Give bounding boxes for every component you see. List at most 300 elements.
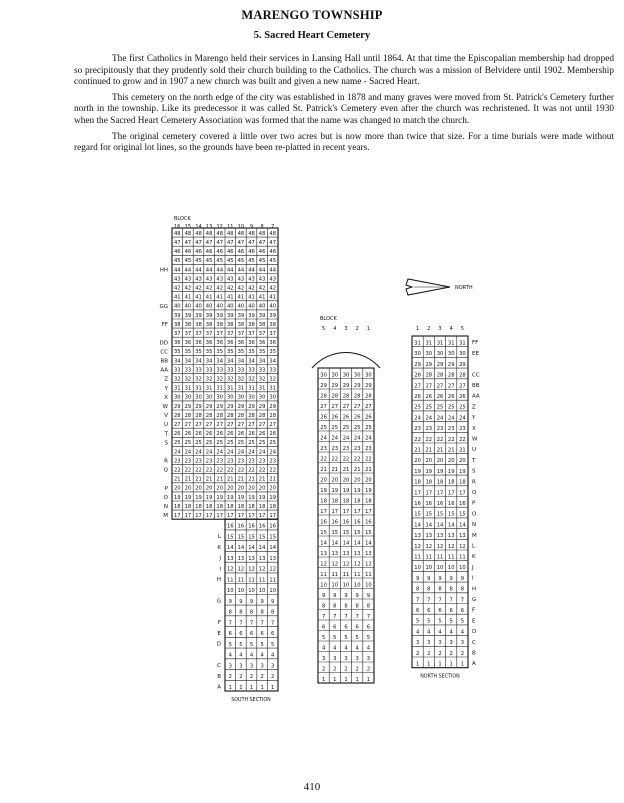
west-block-lot-number: 23 (258, 458, 266, 465)
west-block-lot-number: 38 (248, 321, 255, 328)
middle-block-lot-number: 27 (365, 403, 372, 410)
right-block-lot-number: 26 (459, 394, 466, 400)
west-block-lot-number: 17 (205, 513, 213, 519)
west-block-lot-number: 36 (258, 340, 266, 347)
middle-block-lot-number: 29 (331, 382, 339, 389)
right-block-lot-number: 13 (436, 533, 444, 540)
west-lower-block-lot-number: 1 (249, 684, 254, 691)
west-block-lot-number: 46 (205, 249, 213, 256)
row-letter: O (163, 495, 168, 501)
west-block-lot-number: 38 (205, 321, 213, 328)
right-block-lot-number: 7 (449, 597, 453, 604)
right-block-lot-number: 29 (425, 361, 433, 368)
right-block-lot-number: 9 (449, 575, 453, 582)
west-block-lot-number: 24 (205, 449, 213, 456)
right-block-lot-number: 29 (436, 361, 444, 368)
right-block-lot-number: 1 (438, 661, 442, 668)
west-lower-block-lot-number: 7 (271, 620, 275, 627)
west-block-lot-number: 20 (184, 485, 192, 492)
west-block-lot-number: 36 (216, 340, 224, 347)
west-lower-block-lot-number: 13 (226, 555, 234, 562)
right-block-lot-number: 12 (447, 543, 455, 550)
west-block-lot-number: 34 (195, 358, 202, 365)
row-letter: Q (472, 490, 477, 496)
west-block-lot-number: 41 (173, 294, 181, 301)
body-text (74, 54, 614, 159)
west-lower-block-lot-number: 2 (239, 674, 243, 681)
right-block-lot-number: 29 (414, 361, 421, 368)
west-lower-block-lot-number: 6 (271, 631, 275, 638)
row-letter: U (163, 422, 168, 429)
row-letter: I (219, 566, 221, 573)
west-block-lot-number: 38 (258, 321, 266, 328)
west-block-lot-number: 32 (173, 376, 181, 383)
west-block-lot-number: 46 (269, 249, 277, 256)
right-block-lot-number: 8 (427, 586, 431, 593)
west-block-lot-number: 47 (195, 240, 202, 246)
west-block-lot-number: 20 (226, 485, 234, 492)
west-block-lot-number: 46 (248, 249, 255, 256)
right-block-lot-number: 18 (447, 479, 455, 486)
west-block-lot-number: 28 (184, 412, 192, 419)
west-lower-block-lot-number: 11 (226, 577, 234, 584)
west-block-lot-number: 47 (216, 240, 224, 246)
west-block-lot-number: 48 (248, 230, 255, 237)
middle-block-lot-number: 20 (331, 477, 339, 484)
right-block-lot-number: 20 (447, 458, 455, 465)
middle-header-number: 5 (322, 326, 326, 332)
west-block-lot-number: 37 (216, 331, 224, 337)
west-block-lot-number: 34 (226, 358, 234, 365)
west-block-lot-number: 36 (184, 340, 192, 347)
right-block-lot-number: 28 (414, 372, 421, 379)
middle-block-lot-number: 8 (366, 603, 371, 610)
paragraph-1: The first Catholics in Marengo held their services in Lansing Hall until 1864. At that time the Episcopalian membership had dropped so precipitously that they prudently sold their church building to the Catholics. The church was a mission of Belvidere until 1902. Membership continued to grow and in 1907 a new church was built and given a new name - Sacred Heart. (74, 54, 614, 88)
west-lower-block-lot-number: 16 (269, 523, 277, 530)
west-block-lot-number: 48 (216, 230, 224, 237)
west-lower-block-lot-number: 8 (271, 609, 275, 616)
paragraph-2: This cemetery on the north edge of the city was established in 1878 and many graves were moved from St. Patrick's Cemetery further north in the township. Like its predecessor it was called St. Patrick's Cemetery even after the church was rechristened. It was not until 1930 when the Sacred Heart Cemetery Association was formed that the name was changed to match the church. (74, 92, 614, 126)
middle-block-lot-number: 16 (331, 519, 339, 526)
west-block-lot-number: 34 (269, 358, 277, 365)
middle-block-lot-number: 9 (333, 592, 337, 599)
west-block-lot-number: 21 (258, 476, 266, 483)
right-block-lot-number: 16 (425, 501, 433, 507)
west-block-lot-number: 22 (173, 467, 181, 474)
middle-block-lot-number: 10 (331, 582, 339, 589)
middle-block-lot-number: 4 (333, 645, 337, 652)
west-lower-block-lot-number: 6 (260, 631, 264, 638)
west-block-lot-number: 30 (258, 394, 266, 401)
west-block-lot-number: 43 (184, 276, 192, 283)
middle-block-lot-number: 17 (342, 508, 350, 515)
middle-block-lot-number: 5 (355, 634, 359, 641)
west-block-lot-number: 35 (173, 349, 181, 356)
row-letter: DD (159, 340, 168, 347)
middle-block-lot-number: 25 (342, 424, 350, 431)
west-block-lot-number: 42 (195, 285, 202, 292)
west-block-lot-number: 21 (184, 476, 192, 483)
west-block-lot-number: 18 (184, 503, 192, 510)
west-block-lot-number: 48 (205, 230, 213, 237)
west-block-lot-number: 25 (248, 440, 255, 447)
right-block-lot-number: 15 (414, 511, 421, 518)
west-block-lot-number: 32 (184, 376, 192, 383)
west-block-lot-number: 45 (205, 258, 213, 265)
right-block-lot-number: 17 (414, 490, 421, 497)
west-lower-block-lot-number: 1 (239, 684, 243, 691)
west-block-lot-number: 23 (173, 458, 181, 465)
middle-block-lot-number: 14 (342, 540, 350, 547)
west-lower-block-lot-number: 7 (228, 620, 232, 627)
west-lower-block-lot-number: 10 (226, 588, 234, 595)
west-block-lot-number: 23 (216, 458, 224, 465)
right-block-lot-number: 31 (425, 340, 433, 347)
west-block-lot-number: 37 (205, 331, 213, 337)
west-block-lot-number: 28 (269, 412, 277, 419)
west-block-lot-number: 27 (216, 422, 224, 428)
west-block-lot-number: 35 (216, 349, 224, 356)
row-letter: B (472, 650, 476, 657)
west-block-lot-number: 31 (258, 385, 266, 392)
west-block-lot-number: 45 (258, 258, 266, 265)
right-block-lot-number: 10 (459, 565, 466, 572)
right-block-lot-number: 25 (459, 404, 466, 411)
west-block-lot-number: 47 (226, 240, 234, 246)
middle-block-lot-number: 10 (342, 582, 350, 589)
block-header-number: 12 (216, 224, 223, 230)
right-block-lot-number: 22 (436, 436, 444, 443)
west-block-lot-number: 41 (237, 294, 245, 301)
west-block-lot-number: 17 (173, 513, 181, 519)
right-block-lot-number: 5 (427, 618, 431, 625)
west-block-lot-number: 41 (258, 294, 266, 301)
row-letter: M (163, 513, 168, 520)
west-block-lot-number: 27 (184, 422, 192, 428)
west-block-lot-number: 31 (173, 385, 181, 392)
right-block-lot-number: 5 (460, 618, 465, 625)
west-block-lot-number: 35 (237, 349, 245, 356)
west-lower-block-lot-number: 10 (269, 588, 277, 595)
west-block-lot-number: 20 (248, 485, 255, 492)
west-lower-block-lot-number: 4 (249, 652, 254, 659)
row-letter: BB (160, 358, 168, 365)
middle-block-lot-number: 29 (365, 382, 372, 389)
west-block-lot-number: 42 (205, 285, 213, 292)
west-lower-block-lot-number: 5 (228, 641, 232, 648)
west-lower-block-lot-number: 3 (260, 663, 264, 670)
west-block-lot-number: 23 (226, 458, 234, 465)
west-block-lot-number: 42 (184, 285, 192, 292)
right-block-lot-number: 1 (449, 661, 453, 668)
row-letter: M (472, 532, 477, 539)
middle-block-lot-number: 13 (365, 550, 372, 557)
west-block-lot-number: 26 (237, 431, 245, 438)
west-block-lot-number: 20 (216, 485, 224, 492)
west-lower-block-lot-number: 14 (226, 545, 234, 552)
west-block-lot-number: 31 (216, 385, 224, 392)
west-block-lot-number: 32 (205, 376, 213, 383)
west-block-lot-number: 33 (173, 367, 181, 374)
right-block-lot-number: 5 (438, 618, 442, 625)
row-letter: B (217, 673, 221, 680)
right-block-lot-number: 20 (459, 458, 466, 465)
west-block-lot-number: 23 (184, 458, 192, 465)
west-block-lot-number: 37 (184, 331, 192, 337)
right-block-lot-number: 6 (460, 608, 465, 614)
middle-block-lot-number: 21 (342, 466, 350, 473)
west-block-lot-number: 47 (269, 240, 277, 246)
middle-block-lot-number: 18 (320, 498, 327, 505)
west-block-lot-number: 32 (258, 376, 266, 383)
west-lower-block-lot-number: 7 (239, 620, 243, 627)
middle-block-lot-number: 24 (365, 435, 372, 442)
right-block-lot-number: 10 (414, 565, 421, 572)
west-block-lot-number: 35 (269, 349, 277, 356)
west-block-lot-number: 47 (205, 240, 213, 246)
middle-block-lot-number: 1 (355, 676, 359, 683)
row-letter: K (217, 544, 221, 551)
west-block-lot-number: 27 (258, 422, 266, 428)
west-block-lot-number: 22 (258, 467, 266, 474)
west-lower-block-lot-number: 2 (249, 674, 254, 681)
right-block-lot-number: 25 (447, 404, 455, 411)
right-block-lot-number: 17 (459, 490, 466, 497)
west-block-lot-number: 40 (237, 303, 245, 310)
west-block-lot-number: 27 (269, 422, 277, 428)
west-block-lot-number: 28 (258, 412, 266, 419)
west-block-lot-number: 35 (184, 349, 192, 356)
west-block-lot-number: 42 (173, 285, 181, 292)
row-letter: O (472, 511, 477, 518)
block-header-number: 13 (205, 224, 213, 230)
middle-block-lot-number: 20 (365, 477, 372, 484)
west-block-lot-number: 39 (184, 312, 192, 319)
west-block-lot-number: 44 (195, 267, 202, 274)
west-block-lot-number: 18 (195, 503, 202, 510)
right-block-lot-number: 16 (447, 501, 455, 507)
right-block-lot-number: 12 (414, 543, 421, 550)
middle-block-lot-number: 22 (331, 456, 339, 463)
west-block-lot-number: 47 (184, 240, 192, 246)
paragraph-3: The original cemetery covered a little over two acres but is now more than twice that size. For a time burials were made without regard for original lot lines, so the grounds have been re-platted in recent years. (74, 131, 614, 154)
middle-block-lot-number: 25 (331, 424, 339, 431)
middle-block-lot-number: 6 (321, 624, 326, 631)
middle-block-lot-number: 10 (353, 582, 361, 589)
right-block-lot-number: 24 (414, 415, 421, 422)
right-block-lot-number: 19 (414, 468, 421, 475)
right-block-lot-number: 30 (459, 351, 466, 358)
right-block-lot-number: 3 (460, 640, 465, 647)
middle-block-lot-number: 17 (331, 508, 339, 515)
middle-block-lot-number: 16 (365, 519, 372, 526)
middle-block-lot-number: 20 (342, 477, 350, 484)
right-block-lot-number: 6 (427, 608, 431, 614)
right-block-lot-number: 19 (459, 468, 466, 475)
west-block-lot-number: 30 (184, 394, 192, 401)
row-letter: FF (472, 340, 479, 347)
middle-block-lot-number: 2 (355, 666, 359, 673)
right-block-lot-number: 21 (459, 447, 466, 454)
west-block-lot-number: 19 (248, 494, 255, 501)
west-lower-block-lot-number: 3 (228, 663, 232, 670)
right-block-lot-number: 3 (438, 640, 442, 647)
west-block-lot-number: 18 (226, 503, 234, 510)
west-lower-block-lot-number: 4 (271, 652, 275, 659)
west-block-lot-number: 44 (216, 267, 224, 274)
right-block-lot-number: 22 (414, 436, 421, 443)
west-block-lot-number: 39 (269, 312, 277, 319)
west-block-lot-number: 40 (184, 303, 192, 310)
row-letter: E (217, 630, 221, 637)
row-letter: X (472, 425, 476, 432)
west-block-lot-number: 27 (195, 422, 202, 428)
west-block-lot-number: 43 (205, 276, 213, 283)
west-block-lot-number: 18 (258, 503, 266, 510)
right-block-lot-number: 21 (414, 447, 421, 454)
west-block-lot-number: 44 (269, 267, 277, 274)
right-block-lot-number: 21 (425, 447, 433, 454)
west-lower-block-lot-number: 9 (271, 598, 275, 605)
west-block-lot-number: 19 (184, 494, 192, 501)
right-block-lot-number: 28 (459, 372, 466, 379)
page-number: 410 (303, 781, 321, 793)
row-letter: D (216, 641, 221, 648)
west-block-lot-number: 28 (195, 412, 202, 419)
west-block-lot-number: 33 (205, 367, 213, 374)
middle-block-lot-number: 4 (355, 645, 359, 652)
west-block-lot-number: 37 (226, 331, 234, 337)
west-lower-block-lot-number: 14 (237, 545, 245, 552)
west-block-lot-number: 24 (269, 449, 277, 456)
row-letter: BB (472, 383, 480, 389)
west-block-lot-number: 21 (205, 476, 213, 483)
middle-header-number: 2 (355, 326, 359, 332)
west-block-lot-number: 37 (258, 331, 266, 337)
west-block-lot-number: 36 (173, 340, 181, 347)
west-lower-block-lot-number: 1 (228, 684, 232, 691)
west-block-lot-number: 26 (184, 431, 192, 438)
west-lower-block-lot-number: 8 (249, 609, 254, 616)
middle-block-lot-number: 28 (353, 393, 361, 400)
middle-block-lot-number: 7 (321, 613, 326, 620)
middle-block-lot-number: 22 (320, 456, 327, 463)
west-block-lot-number: 31 (184, 385, 192, 392)
west-block-lot-number: 40 (205, 303, 213, 310)
right-block-lot-number: 5 (449, 618, 453, 625)
row-letter: D (472, 629, 477, 636)
right-block-lot-number: 18 (459, 479, 466, 486)
west-block-lot-number: 22 (237, 467, 245, 474)
right-block-lot-number: 14 (459, 522, 466, 529)
west-block-lot-number: 28 (226, 412, 234, 419)
right-block-lot-number: 30 (414, 351, 421, 358)
middle-block-lot-number: 29 (353, 382, 361, 389)
west-lower-block-lot-number: 4 (239, 652, 243, 659)
middle-block-lot-number: 8 (344, 603, 348, 610)
right-block-lot-number: 9 (438, 575, 442, 582)
middle-block-lot-number: 11 (331, 571, 339, 578)
west-block-lot-number: 46 (216, 249, 224, 256)
right-block-lot-number: 2 (438, 650, 442, 657)
middle-block-lot-number: 18 (331, 498, 339, 505)
block-header-number: 9 (249, 224, 254, 230)
right-block-lot-number: 1 (415, 661, 420, 668)
west-block-lot-number: 19 (269, 494, 277, 501)
right-block-lot-number: 19 (425, 468, 433, 475)
west-lower-block-lot-number: 13 (269, 555, 277, 562)
row-letter: R (472, 479, 476, 486)
row-letter: P (472, 500, 476, 507)
west-block-lot-number: 39 (205, 312, 213, 319)
west-block-lot-number: 45 (184, 258, 192, 265)
west-block-lot-number: 43 (216, 276, 224, 283)
middle-block-lot-number: 5 (366, 634, 371, 641)
west-block-lot-number: 22 (226, 467, 234, 474)
west-block-lot-number: 36 (237, 340, 245, 347)
middle-block-lot-number: 3 (321, 655, 326, 662)
west-lower-block-lot-number: 8 (228, 609, 232, 616)
west-block-lot-number: 39 (237, 312, 245, 319)
west-block-lot-number: 18 (216, 503, 224, 510)
west-block-lot-number: 26 (173, 431, 181, 438)
west-block-lot-number: 29 (269, 403, 277, 410)
west-lower-block-lot-number: 4 (260, 652, 264, 659)
west-block-lot-number: 33 (248, 367, 255, 374)
right-block-lot-number: 12 (436, 543, 444, 550)
right-block-lot-number: 11 (414, 554, 421, 561)
west-block-lot-number: 24 (195, 449, 202, 456)
west-block-lot-number: 26 (216, 431, 224, 438)
west-block-lot-number: 41 (195, 294, 202, 301)
west-lower-block-lot-number: 15 (269, 534, 277, 541)
west-lower-block-lot-number: 2 (228, 674, 232, 681)
row-letter: L (217, 534, 221, 541)
west-block-lot-number: 31 (205, 385, 213, 392)
west-block-lot-number: 38 (195, 321, 202, 328)
middle-block-lot-number: 12 (365, 561, 372, 568)
block-header-number: 11 (227, 224, 234, 230)
block-header-number: 14 (195, 224, 202, 230)
west-block-lot-number: 36 (226, 340, 234, 347)
west-lower-block-lot-number: 12 (269, 566, 277, 573)
right-block-lot-number: 15 (436, 511, 444, 518)
right-block-lot-number: 9 (427, 575, 431, 582)
row-letter: J (219, 555, 221, 562)
west-block-lot-number: 24 (184, 449, 192, 456)
west-block-lot-number: 33 (237, 367, 245, 374)
row-letter: CC (160, 349, 168, 356)
right-block-lot-number: 16 (436, 501, 444, 507)
west-block-lot-number: 26 (226, 431, 234, 438)
middle-header-number: 3 (344, 326, 348, 332)
middle-block-lot-number: 15 (365, 529, 372, 536)
west-block-lot-number: 27 (226, 422, 234, 428)
right-block-lot-number: 15 (447, 511, 455, 518)
right-block-lot-number: 24 (459, 415, 466, 422)
middle-block-lot-number: 28 (320, 393, 327, 400)
west-block-lot-number: 20 (205, 485, 213, 492)
west-block-lot-number: 38 (226, 321, 234, 328)
west-block-lot-number: 24 (216, 449, 224, 456)
right-block-lot-number: 12 (425, 543, 433, 550)
right-block-lot-number: 24 (447, 415, 455, 422)
right-block-lot-number: 1 (460, 661, 465, 668)
middle-block-lot-number: 27 (353, 403, 361, 410)
west-lower-block-lot-number: 16 (248, 523, 255, 530)
west-lower-block-lot-number: 10 (237, 588, 245, 595)
west-block-lot-number: 28 (248, 412, 255, 419)
